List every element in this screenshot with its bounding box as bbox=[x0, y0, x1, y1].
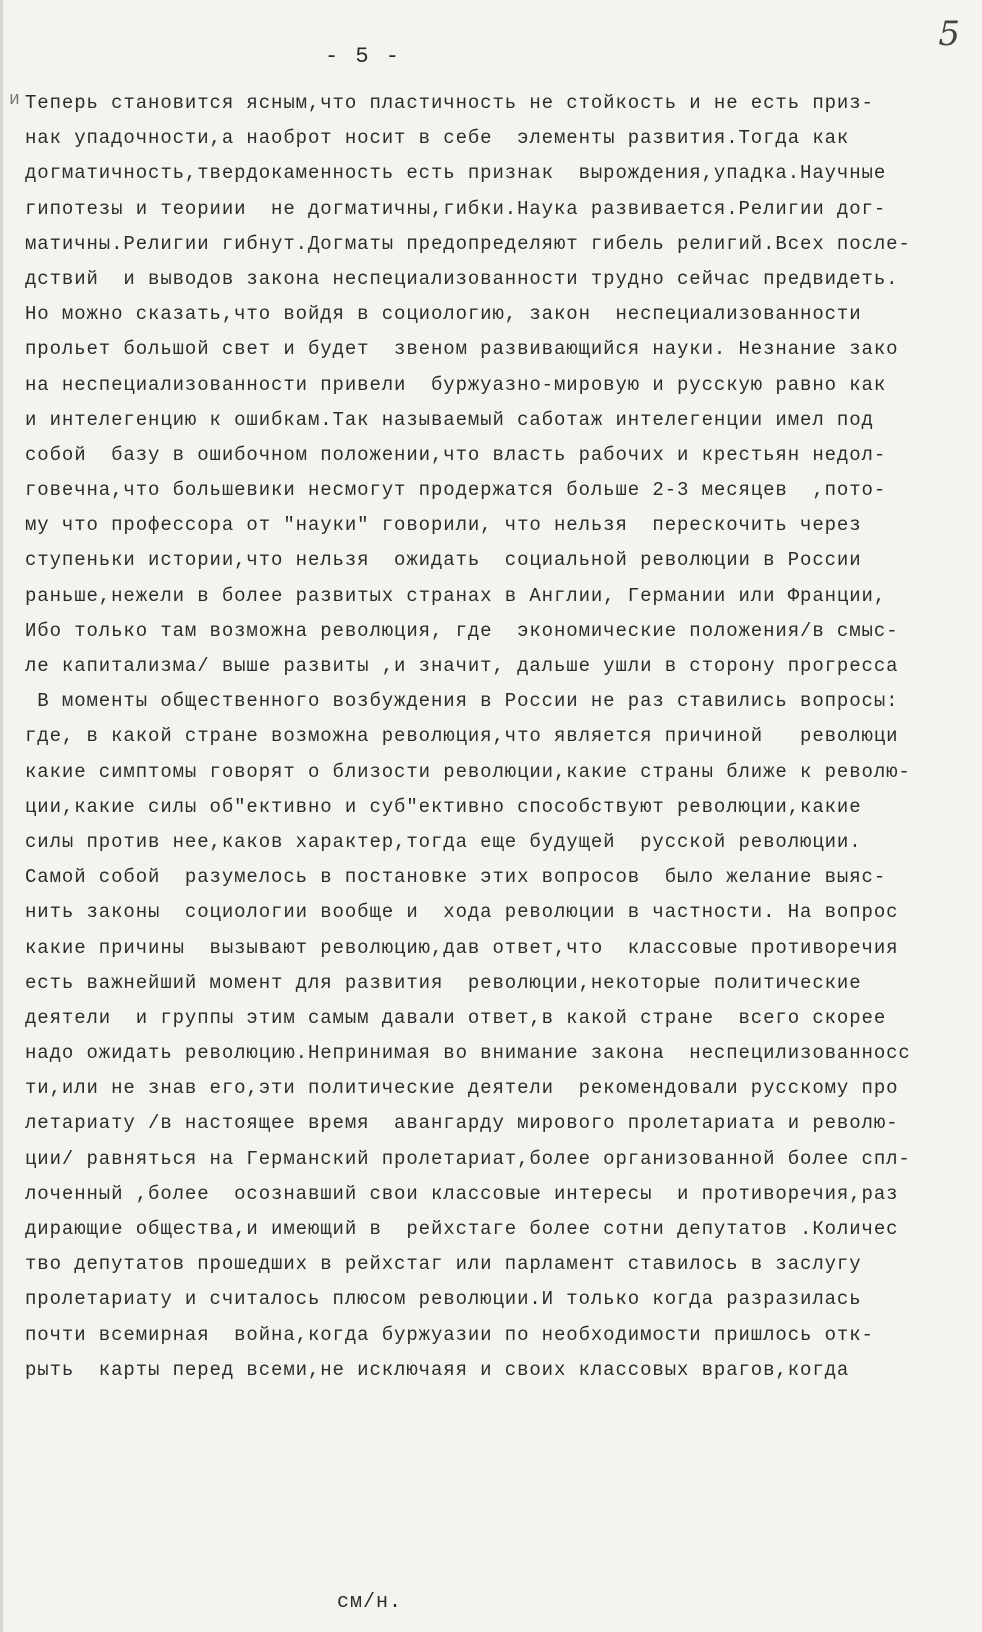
text-line: какие причины вызывают революцию,дав ответ,что классовые противоречия bbox=[25, 936, 899, 959]
text-line: Ибо только там возможна революция, где экономические положения/в смыс- bbox=[25, 619, 899, 642]
text-line: силы против нее,каков характер,тогда еще будущей русской революции. bbox=[25, 830, 862, 853]
text-line: гипотезы и теориии не догматичны,гибки.Наука развивается.Религии дог- bbox=[25, 197, 887, 220]
text-line: летариату /в настоящее время авангарду мирового пролетариата и револю- bbox=[25, 1112, 899, 1135]
continuation-note: см/н. bbox=[337, 1591, 403, 1614]
margin-mark: и bbox=[9, 90, 20, 110]
text-line: В моменты общественного возбуждения в России не раз ставились вопросы: bbox=[25, 690, 899, 713]
text-line: дствий и выводов закона неспециализованности трудно сейчас предвидеть. bbox=[25, 267, 899, 290]
text-line: матичны.Религии гибнут.Догматы предопределяют гибель религий.Всех после- bbox=[25, 232, 911, 255]
text-line: почти всемирная война,когда буржуазии по необходимости пришлось отк- bbox=[25, 1323, 874, 1346]
body-text bbox=[25, 86, 973, 1388]
text-line: рыть карты перед всеми,не исключаяя и своих классовых врагов,когда bbox=[25, 1358, 850, 1381]
text-line: раньше,нежели в более развитых странах в Англии, Германии или Франции, bbox=[25, 584, 887, 607]
text-line: говечна,что большевики несмогут продержатся больше 2-3 месяцев ,пото- bbox=[25, 479, 887, 502]
text-line: какие симптомы говорят о близости революции,какие страны ближе к револю- bbox=[25, 760, 911, 783]
text-line: лоченный ,более осознавший свои классовые интересы и противоречия,раз bbox=[25, 1182, 899, 1205]
page-number: - 5 - bbox=[324, 44, 401, 69]
text-line: где, в какой стране возможна революция,что является причиной революци bbox=[25, 725, 899, 748]
text-line: ти,или не знав его,эти политические деятели рекомендовали русскому про bbox=[25, 1077, 899, 1100]
text-line: пролетариату и считалось плюсом революции.И только когда разразилась bbox=[25, 1288, 862, 1311]
text-line: Но можно сказать,что войдя в социологию, закон неспециализованности bbox=[25, 303, 862, 326]
handwritten-page-number: 5 bbox=[938, 14, 960, 54]
text-line: собой базу в ошибочном положении,что власть рабочих и крестьян недол- bbox=[25, 443, 887, 466]
text-line: ции/ равняться на Германский пролетариат,более организованной более спл- bbox=[25, 1147, 911, 1170]
text-line: дирающие общества,и имеющий в рейхстаге более сотни депутатов .Количес bbox=[25, 1218, 899, 1240]
text-line: и интелегенцию к ошибкам.Так называемый саботаж интелегенции имел под bbox=[25, 408, 874, 431]
text-line: Самой собой разумелось в постановке этих вопросов было желание выяс- bbox=[25, 866, 887, 889]
text-line: нак упадочности,а наоброт носит в себе элементы развития.Тогда как bbox=[25, 127, 850, 150]
text-line: нить законы социологии вообще и хода революции в частности. На вопрос bbox=[25, 901, 899, 924]
text-line: есть важнейший момент для развития революции,некоторые политические bbox=[25, 971, 862, 994]
text-line: надо ожидать революцию.Непринимая во внимание закона неспецилизованносс bbox=[25, 1042, 911, 1065]
text-line: ле капитализма/ выше развиты ,и значит, дальше ушли в сторону прогресса bbox=[25, 655, 899, 677]
text-line: догматичность,твердокаменность есть признак вырождения,упадка.Научные bbox=[25, 162, 887, 185]
text-line: тво депутатов прошедших в рейхстаг или парламент ставилось в заслугу bbox=[25, 1253, 862, 1276]
text-line: на неспециализованности привели буржуазно-мировую и русскую равно как bbox=[25, 373, 887, 396]
text-line: деятели и группы этим самым давали ответ,в какой стране всего скорее bbox=[25, 1006, 887, 1029]
text-line: ступеньки истории,что нельзя ожидать социальной революции в России bbox=[25, 549, 862, 572]
text-line: му что профессора от "науки" говорили, что нельзя перескочить через bbox=[25, 514, 862, 537]
text-line: прольет большой свет и будет звеном развивающийся науки. Незнание зако bbox=[25, 338, 899, 361]
text-line: Теперь становится ясным,что пластичность не стойкость и не есть приз- bbox=[25, 92, 874, 114]
text-line: ции,какие силы об"ективно и суб"ективно способствуют революции,какие bbox=[25, 795, 862, 818]
